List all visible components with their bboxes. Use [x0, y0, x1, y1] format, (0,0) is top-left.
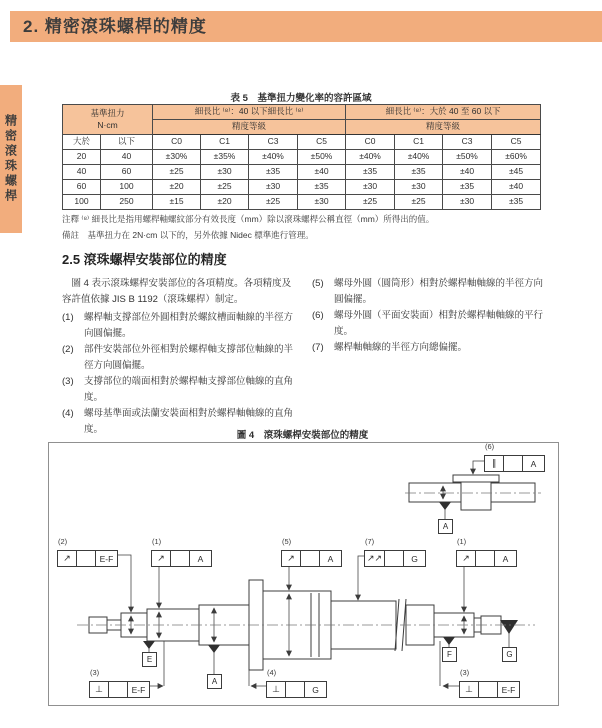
- total-runout-icon: ↗↗: [367, 553, 383, 563]
- fcf-label: (4): [267, 668, 277, 677]
- figure-title: 圖 4 滾珠螺桿安裝部位的精度: [236, 430, 369, 441]
- fcf-runout-2: [57, 537, 118, 567]
- table-cell: ±30%: [153, 150, 201, 165]
- sidebar-tab: [0, 85, 22, 233]
- fcf-perpendicularity-3b: [459, 668, 520, 698]
- header-c1-2: C1: [395, 135, 443, 150]
- list-item-number: (4): [62, 408, 74, 419]
- list-item-text: 螺母外圓（圓筒形）相對於螺桿軸軸線的半徑方向圓偏擺。: [334, 278, 544, 305]
- table-cell: 250: [101, 195, 153, 210]
- table-cell: ±30: [298, 195, 346, 210]
- torque-unit: N·cm: [97, 119, 118, 130]
- datum-a-inset: A: [438, 519, 453, 534]
- tolerance-cell: [108, 682, 127, 697]
- tolerance-cell: [285, 682, 304, 697]
- datum-e: E: [142, 652, 157, 667]
- table-cell: ±45: [492, 165, 541, 180]
- table-note-1: 注釋 ⁽⁸⁾ 細長比是指用螺桿軸螺紋部分有效長度（mm）除以滾珠螺桿公稱直徑（mm）所得出的值。: [62, 214, 435, 224]
- table-cell: ±30: [443, 195, 492, 210]
- list-item: [62, 310, 294, 342]
- datum-ref: A: [319, 551, 341, 566]
- datum-ref: E-F: [95, 551, 117, 566]
- list-item-text: 部件安裝部位外徑相對於螺桿軸支撐部位軸線的半徑方向圓偏擺。: [84, 344, 294, 371]
- datum-ref: A: [522, 456, 544, 471]
- table-cell: ±40: [492, 180, 541, 195]
- table-cell: ±40%: [395, 150, 443, 165]
- table-cell: ±35: [249, 165, 298, 180]
- table-cell: ±50%: [298, 150, 346, 165]
- header-group1: 細長比 ⁽⁸⁾：40 以下細長比 ⁽⁸⁾: [153, 105, 346, 120]
- fcf-runout-5: [281, 537, 342, 567]
- list-item-text: 螺母外圓（平面安裝面）相對於螺桿軸軸線的平行度。: [334, 310, 544, 337]
- table-cell: ±30: [201, 165, 249, 180]
- tolerance-cell: [478, 682, 497, 697]
- table-cell: ±25: [201, 180, 249, 195]
- header-c0: C0: [153, 135, 201, 150]
- fcf-perpendicularity-4: [266, 668, 327, 698]
- table-cell: 60: [63, 180, 101, 195]
- tolerance-cell: [503, 456, 522, 471]
- table-cell: ±15: [153, 195, 201, 210]
- fcf-label: (5): [282, 537, 292, 546]
- section-column-right: [312, 276, 552, 356]
- runout-icon: ↗: [287, 553, 295, 563]
- page-title-banner: [10, 11, 602, 42]
- figure4-drawing: [48, 442, 559, 706]
- list-item-number: (7): [312, 342, 324, 353]
- section-column-left: [62, 276, 294, 438]
- section-intro: 圖 4 表示滾珠螺桿安裝部位的各項精度。各項精度及容許值依據 JIS B 1192（滾珠螺桿）制定。: [62, 278, 292, 305]
- table-cell: ±40: [443, 165, 492, 180]
- list-item-number: (2): [62, 344, 74, 355]
- table-row: [63, 180, 541, 195]
- list-item-number: (3): [62, 376, 74, 387]
- datum-g: G: [502, 647, 517, 662]
- header-c3: C3: [249, 135, 298, 150]
- header-group2: 細長比 ⁽⁸⁾：大於 40 至 60 以下: [346, 105, 541, 120]
- list-item: [312, 276, 552, 308]
- table-cell: ±35: [395, 165, 443, 180]
- torque-tolerance-table: [62, 104, 541, 210]
- table-cell: ±50%: [443, 150, 492, 165]
- table-cell: ±40%: [249, 150, 298, 165]
- fcf-perpendicularity-3a: [89, 668, 150, 698]
- tolerance-cell: [384, 551, 403, 566]
- table-cell: 20: [63, 150, 101, 165]
- perpendicularity-icon: ⊥: [95, 684, 103, 694]
- datum-f: F: [442, 647, 457, 662]
- ball-screw-drawing: [49, 443, 558, 705]
- datum-a: A: [207, 674, 222, 689]
- parallelism-icon: ∥: [491, 458, 497, 468]
- table-cell: ±35: [346, 165, 395, 180]
- fcf-runout-1b: [456, 537, 517, 567]
- table-cell: ±25: [249, 195, 298, 210]
- header-torque: [63, 105, 153, 135]
- datum-ref: G: [304, 682, 326, 697]
- list-item-number: (6): [312, 310, 324, 321]
- table-row: [63, 195, 541, 210]
- header-c5-2: C5: [492, 135, 541, 150]
- fcf-label: (1): [457, 537, 467, 546]
- table-cell: 60: [101, 165, 153, 180]
- table-cell: ±35: [298, 180, 346, 195]
- list-item-number: (1): [62, 312, 74, 323]
- datum-ref: E-F: [497, 682, 519, 697]
- list-item: [62, 374, 294, 406]
- datum-ref: E-F: [127, 682, 149, 697]
- list-item-text: 支撐部位的端面相對於螺桿軸支撐部位軸線的直角度。: [84, 376, 294, 403]
- header-c0-2: C0: [346, 135, 395, 150]
- list-item-text: 螺桿軸軸線的半徑方向總偏擺。: [334, 342, 468, 353]
- fcf-total-runout-7: [364, 537, 426, 567]
- sidebar-tab-label: 精密滾珠螺桿: [3, 114, 18, 204]
- tolerance-cell: [170, 551, 189, 566]
- page-title: 2. 精密滾珠螺桿的精度: [23, 17, 207, 36]
- fcf-label: (3): [460, 668, 470, 677]
- header-under: 以下: [101, 135, 153, 150]
- fcf-label: (1): [152, 537, 162, 546]
- table-cell: ±40: [298, 165, 346, 180]
- datum-ref: A: [189, 551, 211, 566]
- table-cell: ±30: [249, 180, 298, 195]
- perpendicularity-icon: ⊥: [465, 684, 473, 694]
- table-cell: ±30: [395, 180, 443, 195]
- tolerance-cell: [475, 551, 494, 566]
- list-item-number: (5): [312, 278, 324, 289]
- tolerance-cell: [300, 551, 319, 566]
- runout-icon: ↗: [63, 553, 71, 563]
- section-title: 2.5 滾珠螺桿安裝部位的精度: [62, 252, 227, 267]
- list-item: [312, 308, 552, 340]
- header-c1: C1: [201, 135, 249, 150]
- tolerance-cell: [76, 551, 95, 566]
- fcf-runout-1a: [151, 537, 212, 567]
- header-c5: C5: [298, 135, 346, 150]
- fcf-label: (3): [90, 668, 100, 677]
- table-cell: ±25: [153, 165, 201, 180]
- list-item: [312, 340, 552, 356]
- table-cell: ±20: [201, 195, 249, 210]
- runout-icon: ↗: [462, 553, 470, 563]
- table-row: [63, 165, 541, 180]
- table-cell: ±40%: [346, 150, 395, 165]
- table-cell: ±35%: [201, 150, 249, 165]
- table-row: [63, 150, 541, 165]
- list-item-text: 螺母基準面或法蘭安裝面相對於螺桿軸軸線的直角度。: [84, 408, 294, 435]
- datum-ref: A: [494, 551, 516, 566]
- list-item: [62, 342, 294, 374]
- table-cell: 40: [63, 165, 101, 180]
- table5-title: 表 5 基準扭力變化率的容許區域: [230, 93, 372, 104]
- fcf-label: (6): [485, 442, 495, 451]
- table-cell: ±30: [346, 180, 395, 195]
- table-note-2: 備註 基準扭力在 2N·cm 以下的，另外依據 Nidec 標準進行管理。: [62, 230, 314, 240]
- table-cell: ±35: [443, 180, 492, 195]
- table-cell: 100: [63, 195, 101, 210]
- fcf-label: (7): [365, 537, 375, 546]
- table-cell: 100: [101, 180, 153, 195]
- fcf-parallelism-6: [484, 442, 545, 472]
- table-cell: 40: [101, 150, 153, 165]
- table-cell: ±20: [153, 180, 201, 195]
- fcf-label: (2): [58, 537, 68, 546]
- table-cell: ±25: [395, 195, 443, 210]
- header-grade-left: 精度等級: [153, 120, 346, 135]
- runout-icon: ↗: [157, 553, 165, 563]
- header-c3-2: C3: [443, 135, 492, 150]
- header-grade-right: 精度等級: [346, 120, 541, 135]
- table-cell: ±60%: [492, 150, 541, 165]
- datum-ref: G: [403, 551, 425, 566]
- table-cell: ±35: [492, 195, 541, 210]
- perpendicularity-icon: ⊥: [272, 684, 280, 694]
- list-item-text: 螺桿軸支撐部位外圓相對於螺紋槽面軸線的半徑方向圓偏擺。: [84, 312, 294, 339]
- torque-label: 基準扭力: [90, 108, 125, 119]
- table-cell: ±25: [346, 195, 395, 210]
- header-over: 大於: [63, 135, 101, 150]
